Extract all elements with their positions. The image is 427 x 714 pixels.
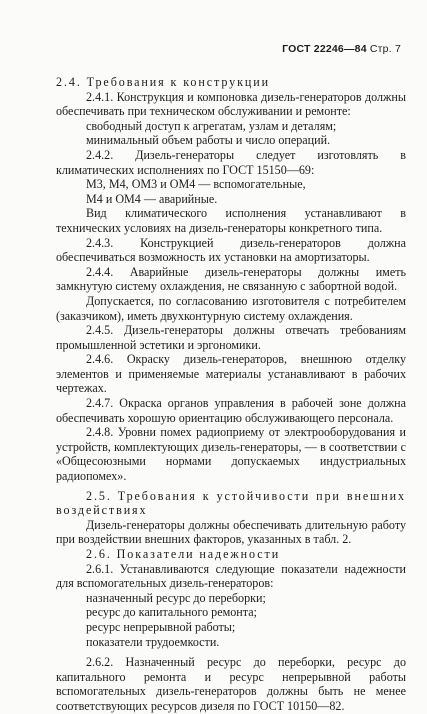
paragraph: 2.4.8. Уровни помех радиоприему от электрооборудования и устройств, комплектующих дизель-генераторы, — в соответствии с «Общесоюзными нормами допускаемых индустриальных радиопомех». (56, 425, 406, 484)
paragraph: 2.4.4. Аварийные дизель-генераторы должны иметь замкнутую систему охлаждения, не связанную с забортной водой. (56, 264, 406, 294)
section-heading: 2.6. Показатели надежности (86, 547, 281, 561)
list-item: минимальный объем работы и число операций. (86, 133, 331, 148)
section-heading: 2.4. Требования к конструкции (56, 75, 270, 89)
list-item: свободный доступ к агрегатам, узлам и деталям; (86, 118, 337, 133)
list-item: М3, М4, ОМ3 и ОМ4 — вспомогательные, (86, 177, 306, 192)
body-text (56, 74, 406, 714)
list-item: показатели трудоемкости. (86, 634, 220, 649)
paragraph: 2.4.1. Конструкция и компоновка дизель-генераторов должны обеспечивать при техническом обслуживании и ремонте: (56, 89, 406, 119)
list-item: назначенный ресурс до переборки; (86, 590, 266, 605)
section-heading: 2.5. Требования к устойчивости при внешних воздействиях (56, 488, 406, 518)
paragraph: Дизель-генераторы должны обеспечивать длительную работу при воздействии внешних факторов, указанных в табл. 2. (56, 517, 406, 547)
paragraph: Допускается, по согласованию изготовителя с потребителем (заказчиком), иметь двухконтурную систему охлаждения. (56, 293, 406, 323)
paragraph: 2.6.2. Назначенный ресурс до переборки, ресурс до капитального ремонта и ресурс непрерывной работы вспомогательных дизель-генераторов должны быть не менее соответствующих ресурсов дизеля по ГОСТ 10150—82. (56, 655, 406, 713)
list-item: ресурс до капитального ремонта; (86, 605, 257, 620)
page-header (282, 43, 401, 55)
paragraph: Вид климатического исполнения устанавливают в технических условиях на дизель-генераторы конкретного типа. (56, 206, 406, 235)
paragraph: 2.4.6. Окраску дизель-генераторов, внешнюю отделку элементов и применяемые материалы устанавливают в рабочих чертежах. (56, 352, 406, 396)
paragraph: 2.4.5. Дизель-генераторы должны отвечать требованиям промышленной эстетики и эргономики. (56, 323, 406, 352)
paragraph: 2.4.7. Окраска органов управления в рабочей зоне должна обеспечивать хорошую ориентацию обслуживающего персонала. (56, 396, 406, 425)
paragraph: 2.4.3. Конструкцией дизель-генераторов должна обеспечиваться возможность их установки на амортизаторы. (56, 235, 406, 265)
paragraph: 2.4.2. Дизель-генераторы следует изготовлять в климатических исполнениях по ГОСТ 15150—69: (56, 147, 406, 177)
page-number: Стр. 7 (369, 43, 401, 55)
list-item: ресурс непрерывной работы; (86, 619, 236, 634)
list-item: М4 и ОМ4 — аварийные. (86, 191, 218, 206)
standard-number: ГОСТ 22246—84 (282, 43, 367, 55)
paragraph: 2.6.1. Устанавливаются следующие показатели надежности для вспомогательных дизель-генераторов: (56, 561, 406, 591)
